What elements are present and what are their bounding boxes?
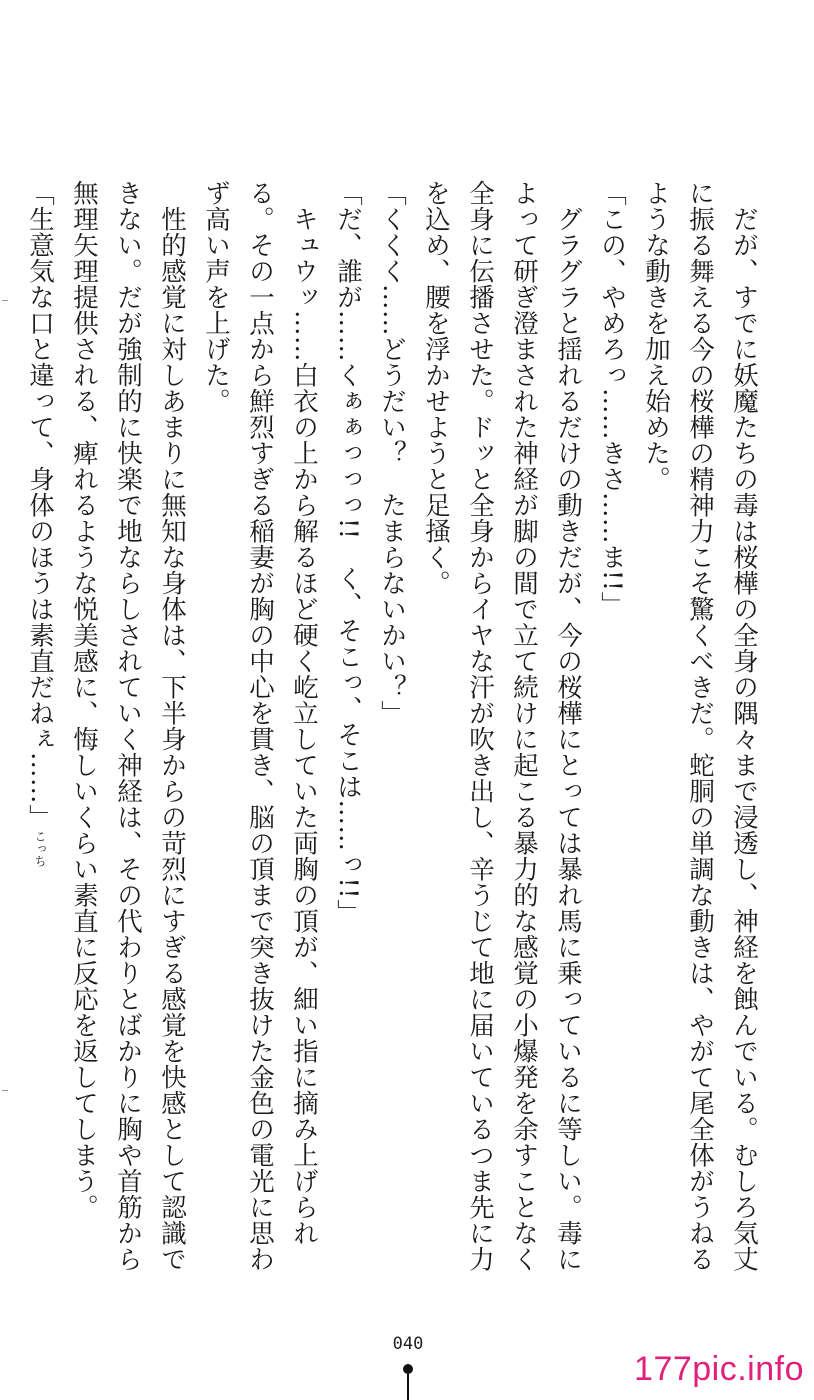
- page-number: 040: [392, 1334, 424, 1354]
- paragraph: だが、すでに妖魔たちの毒は桜樺の全身の隅々まで浸透し、神経を蝕んでいる。むしろ気丈に振る舞える今の桜樺の精神力こそ驚くべきだ。蛇胴の単調な動きは、やがて尾全体がうねるような動きを加え始めた。: [641, 180, 759, 1272]
- ruby-annotation: こっち: [33, 830, 47, 868]
- paragraph: グラグラと揺れるだけの動きだが、今の桜樺にとっては暴れ馬に乗っているに等しい。毒によって研ぎ澄まされた神経が脚の間で立て続けに起こる暴力的な感覚の小爆発を余すことなく全身に伝播させた。ドッと全身からイヤな汗が吹き出し、辛うじて地に届いているつま先に力を込め、腰を浮かせようと足掻く。: [421, 180, 583, 1272]
- fold-mark: [2, 300, 8, 301]
- watermark-text: 177pic.info: [634, 1350, 804, 1388]
- dialogue-line: 「くくく……どうだい？ たまらないかい？」: [377, 180, 407, 726]
- vertical-text-body: [18, 180, 766, 1290]
- dialogue-line: [18, 180, 62, 1290]
- dialogue-line: 「だ、誰が……くぁぁっっっ!! く、そこっ、そこは……っ!!」: [333, 180, 363, 925]
- dialogue-text: 「生意気な口と違って、身体のほうは素直だねぇ……」: [25, 180, 55, 830]
- dialogue-line: 「この、やめろっ……きさ……ま!!」: [597, 180, 627, 618]
- fold-mark: [2, 1090, 8, 1091]
- paragraph: 性的感覚に対しあまりに無知な身体は、下半身からの苛烈にすぎる感覚を快感として認識できない。だが強制的に快楽で地ならしされていく神経は、その代わりとばかりに胸や首筋から無理矢理提供される、痺れるような悦美感に、悔しいくらい素直に反応を返してしまう。: [69, 180, 187, 1272]
- paragraph: キュウッ……白衣の上から解るほど硬く屹立していた両胸の頂が、細い指に摘み上げられる。その一点から鮮烈すぎる稲妻が胸の中心を貫き、脳の頂まで突き抜けた金色の電光に思わず高い声を上げた。: [201, 180, 319, 1272]
- page-marker-dot: [403, 1364, 413, 1374]
- page-marker-line: [407, 1374, 409, 1400]
